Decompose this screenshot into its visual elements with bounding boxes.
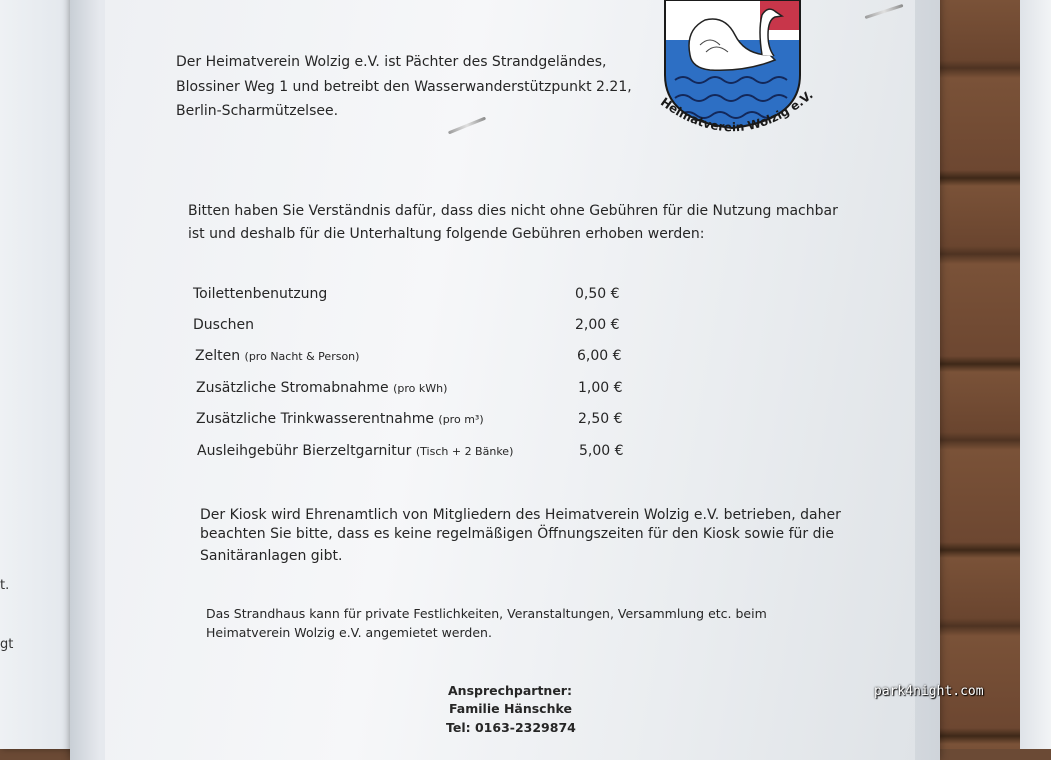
watermark: park4night.com xyxy=(874,684,984,699)
logo-text: Heimatverein Wolzig e.V. xyxy=(657,87,816,135)
fee-note: (pro Nacht & Person) xyxy=(244,350,360,363)
right-paper-edge xyxy=(1020,0,1051,749)
contact-heading: Ansprechpartner: xyxy=(448,683,572,698)
contact-phone: Tel: 0163-2329874 xyxy=(446,720,576,735)
contact-name: Familie Hänschke xyxy=(449,701,572,716)
intro-line: Der Heimatverein Wolzig e.V. ist Pächter des Strandgeländes, xyxy=(176,54,607,70)
fee-price: 5,00 € xyxy=(579,443,624,459)
kiosk-line: Sanitäranlagen gibt. xyxy=(200,548,343,564)
fee-name: Duschen xyxy=(193,317,255,333)
intro-line: Blossiner Weg 1 und betreibt den Wasserwanderstützpunkt 2.21, xyxy=(176,79,632,95)
strandhaus-line: Heimatverein Wolzig e.V. angemietet werden. xyxy=(206,625,492,640)
fee-row xyxy=(197,443,627,465)
fee-name: Ausleihgebühr Bierzeltgarnitur (Tisch + 2 Bänke) xyxy=(197,443,514,459)
fee-name: Zusätzliche Stromabnahme (pro kWh) xyxy=(196,380,448,396)
fee-price: 2,00 € xyxy=(575,317,620,333)
fee-note: (Tisch + 2 Bänke) xyxy=(415,445,514,458)
kiosk-line: beachten Sie bitte, dass es keine regelmäßigen Öffnungszeiten für den Kiosk sowie für die xyxy=(200,526,835,542)
intro-line: Berlin-Scharmützelsee. xyxy=(176,103,339,119)
fee-name: Zelten (pro Nacht & Person) xyxy=(195,348,360,364)
fee-name: Zusätzliche Trinkwasserentnahme (pro m³) xyxy=(196,411,484,427)
fee-note: (pro kWh) xyxy=(393,382,448,395)
fee-price: 0,50 € xyxy=(575,286,620,302)
strandhaus-line: Das Strandhaus kann für private Festlichkeiten, Veranstaltungen, Versammlung etc. beim xyxy=(206,606,767,621)
fee-row xyxy=(195,348,625,370)
request-line: Bitten haben Sie Verständnis dafür, dass dies nicht ohne Gebühren für die Nutzung machbar xyxy=(188,203,838,219)
heimatverein-logo xyxy=(650,0,820,150)
left-fragment-text: gt xyxy=(0,637,14,652)
fee-row xyxy=(196,380,626,402)
fee-row xyxy=(193,317,623,339)
fee-row xyxy=(196,411,626,433)
kiosk-line: Der Kiosk wird Ehrenamtlich von Mitgliedern des Heimatverein Wolzig e.V. betrieben, daher xyxy=(200,507,841,523)
fee-price: 1,00 € xyxy=(578,380,623,396)
fee-price: 6,00 € xyxy=(577,348,622,364)
request-line: ist und deshalb für die Unterhaltung folgende Gebühren erhoben werden: xyxy=(188,226,705,242)
left-fragment-text: t. xyxy=(0,578,10,593)
fee-row xyxy=(193,286,623,308)
fee-name: Toilettenbenutzung xyxy=(193,286,328,302)
fee-price: 2,50 € xyxy=(578,411,623,427)
fee-note: (pro m³) xyxy=(438,413,484,426)
